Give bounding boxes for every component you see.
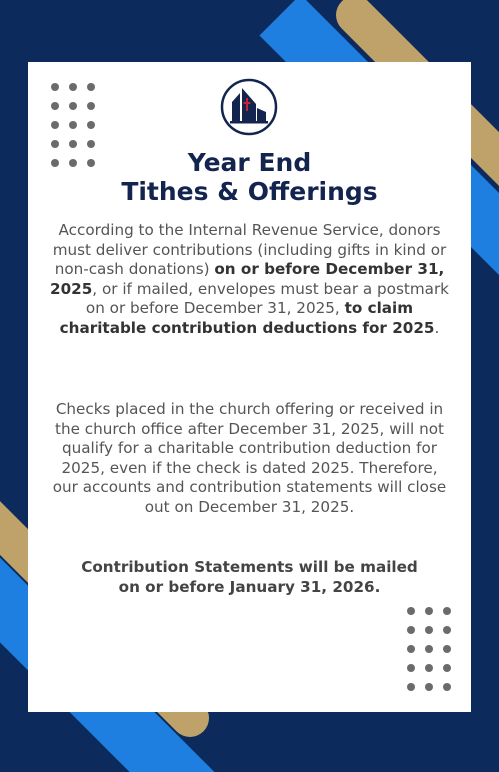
irs-text-1: According to the Internal Revenue Service, donors must deliver contributions (including gifts in kind or non-cash donations) (52, 221, 447, 279)
title-line-2: Tithes & Offerings (121, 177, 378, 206)
irs-purpose-bold: to claim charitable contribution deductions for 2025 (59, 299, 435, 337)
irs-paragraph (48, 221, 451, 339)
statements-line-2: on or before January 31, 2026. (118, 577, 381, 596)
page-title (28, 148, 471, 206)
irs-text-2: , or if mailed, envelopes must bear a postmark on or before December 31, 2025, (85, 279, 449, 318)
irs-text-3: . (434, 318, 440, 337)
title-line-1: Year End (187, 148, 312, 177)
statements-line-1: Contribution Statements will be mailed (81, 558, 418, 576)
church-icon (220, 78, 278, 136)
dot-grid-bottom-right (407, 607, 451, 691)
irs-deadline-bold: on or before December 31, 2025 (50, 260, 445, 298)
checks-paragraph: Checks placed in the church offering or received in the church office after December 31, 2025, will not qualify for a charitable contribution deduction for 2025, even if the check is dated 2025. Therefore, our accounts and contribution statements will close out on December 31, 2025. (52, 400, 447, 516)
statements-paragraph (48, 558, 451, 597)
